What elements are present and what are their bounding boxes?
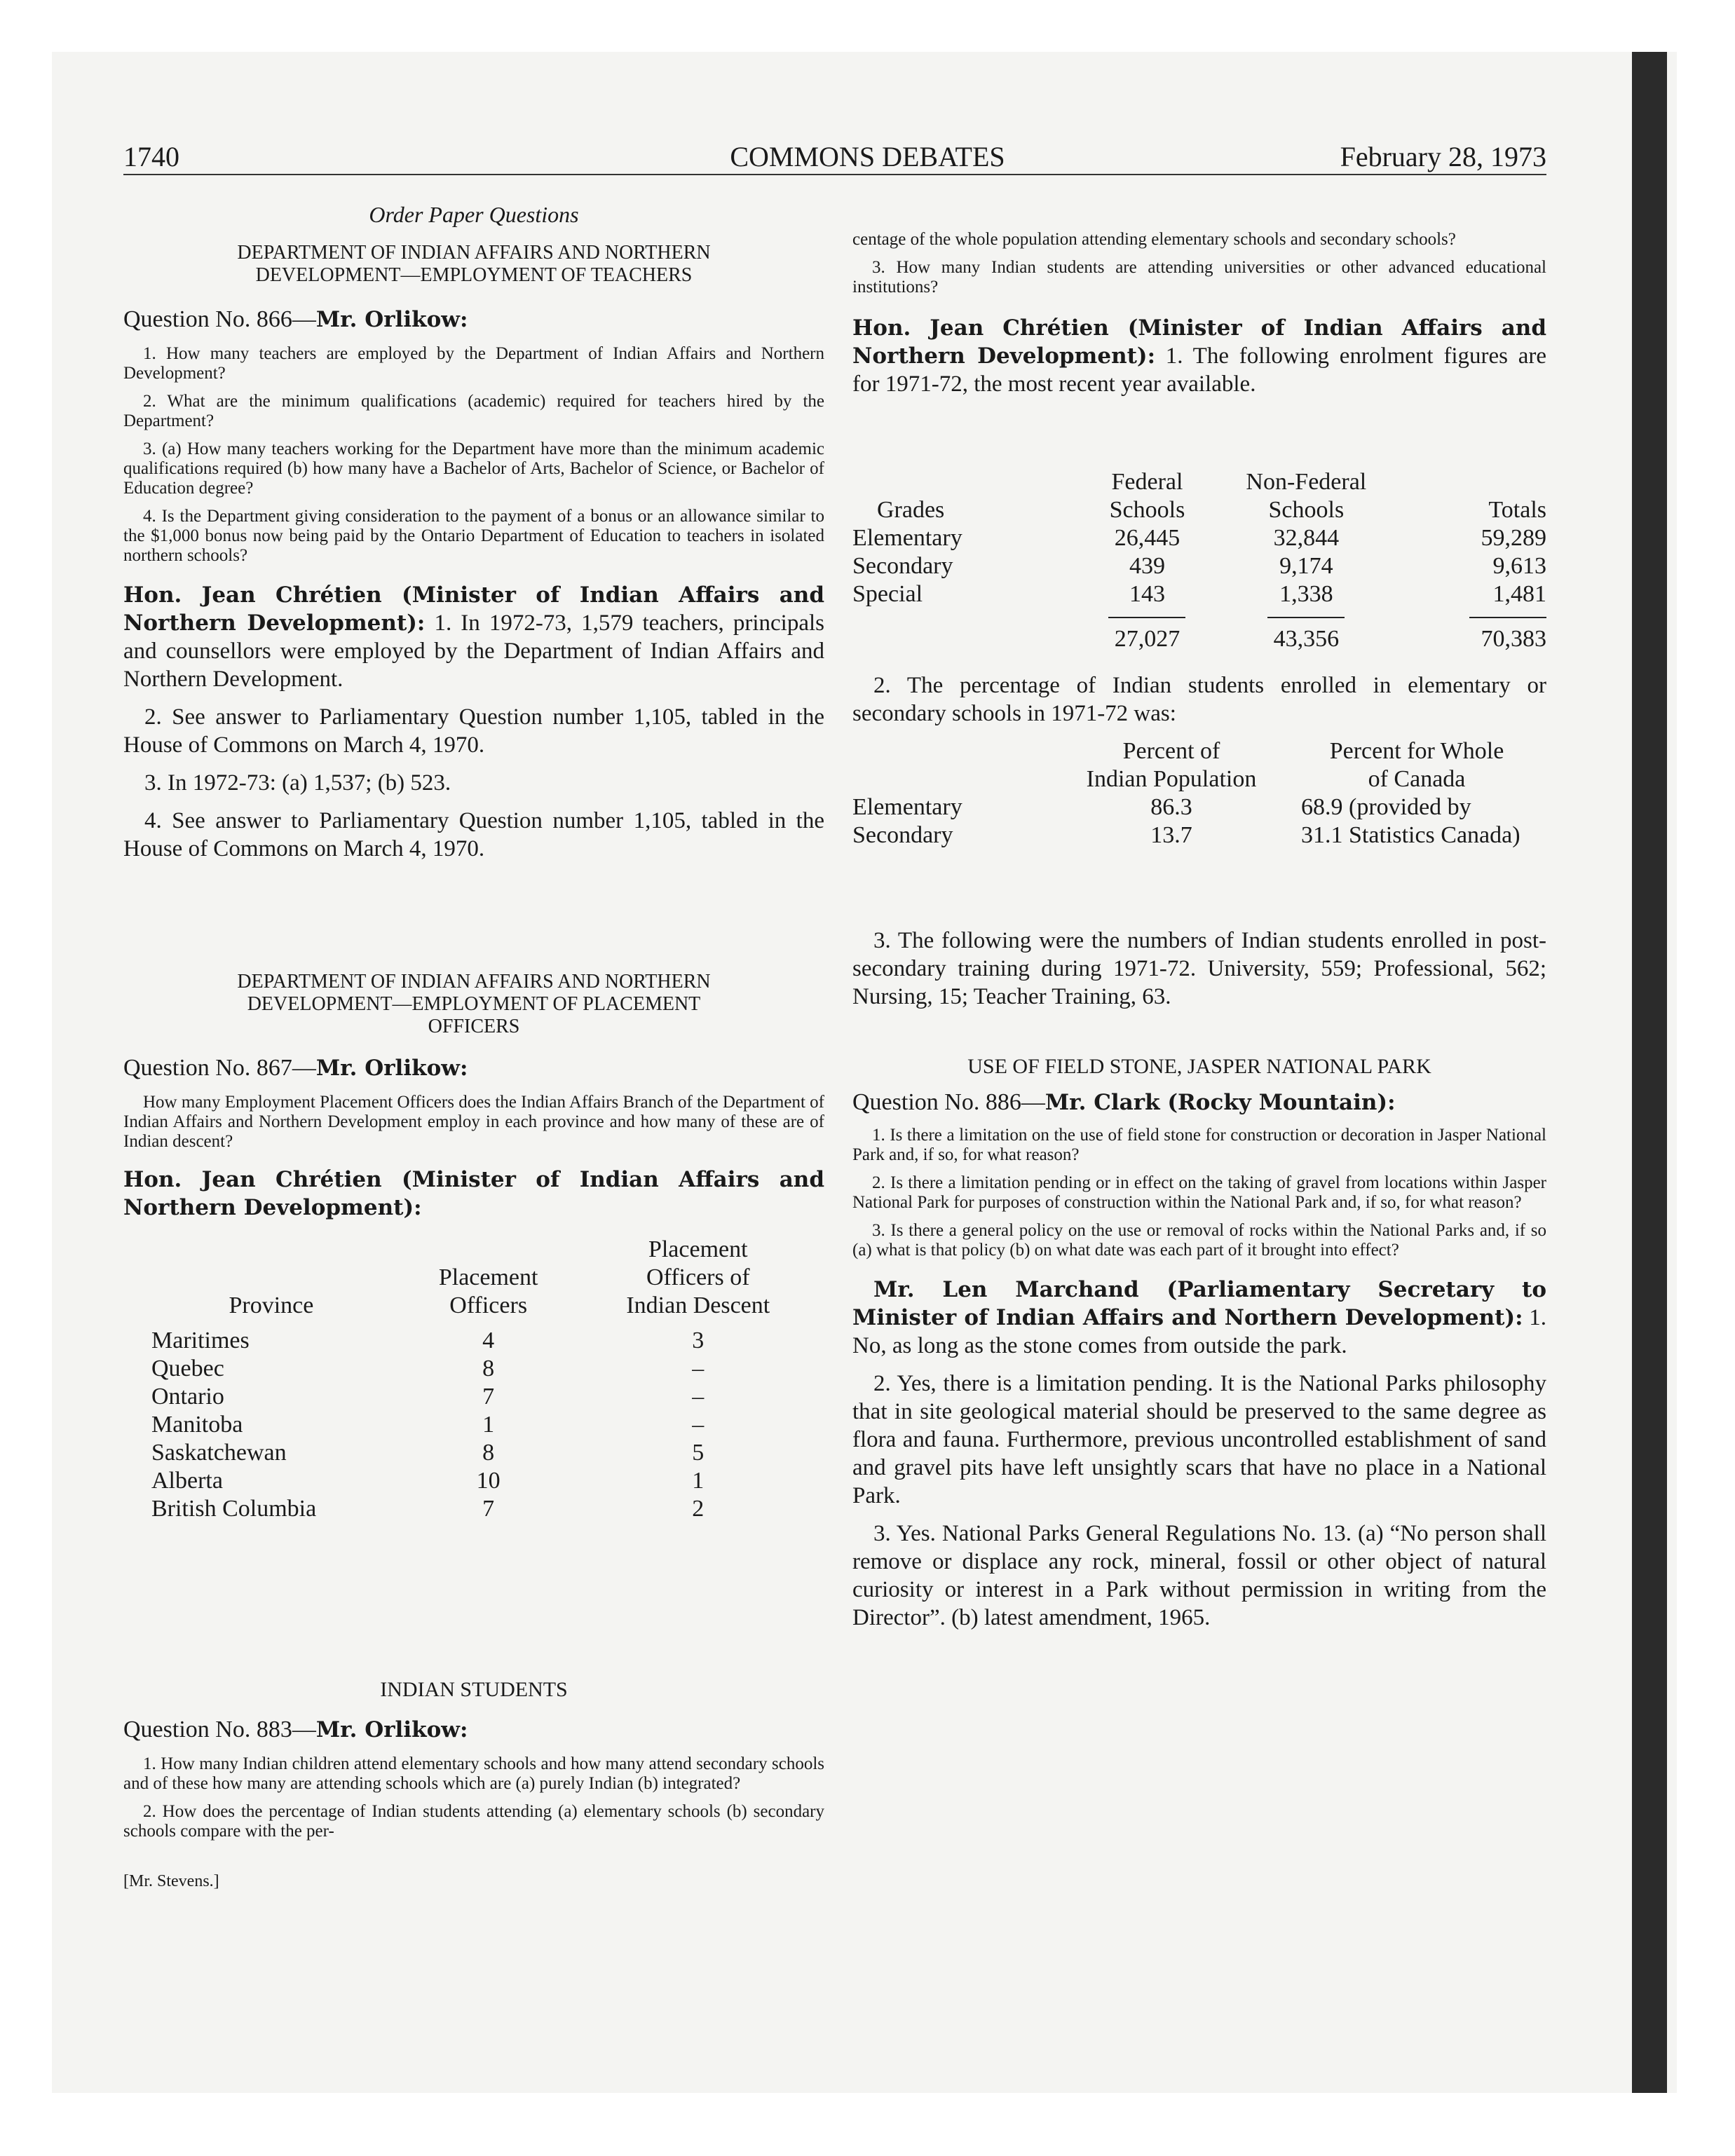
q866-item: 2. What are the minimum qualifications (academic) required for teachers hired by the Department?	[123, 392, 824, 430]
table-row: Quebec 8 –	[151, 1356, 705, 1381]
issue-date: February 28, 1973	[1340, 141, 1546, 172]
percentage-table	[852, 737, 1546, 850]
table-row: Maritimes 4 3	[151, 1328, 705, 1353]
q866-answer: Hon. Jean Chrétien (Minister of Indian Affairs and Northern Development): 1. In 1972-73, 1,579 teachers, principals and counsellors were employed by the Department of Indian Affairs and Northern Development.	[123, 582, 824, 692]
table-header: Federal Schools	[1109, 469, 1185, 523]
left-column-q867	[123, 971, 824, 1523]
q866-title-line2: DEVELOPMENT—EMPLOYMENT OF TEACHERS	[255, 264, 693, 286]
q867-heading: Question No. 867—Mr. Orlikow:	[123, 1055, 468, 1081]
table-header: Percent of Indian Population	[1086, 738, 1257, 792]
q867-title-line2: DEVELOPMENT—EMPLOYMENT OF PLACEMENT	[247, 993, 701, 1015]
table-row: Special 143 1,338 1,481	[852, 581, 1546, 607]
q886-answer-item: 3. Yes. National Parks General Regulations No. 13. (a) “No person shall remove or displace any rock, mineral, fossil or other object of natural curiosity or interest in a Park without permission in writing from the Director”. (b) latest amendment, 1965.	[852, 1521, 1546, 1630]
q886-item: 2. Is there a limitation pending or in effect on the taking of gravel from locations within Jasper National Park for purposes of construction within the National Park and, if so, for what reason?	[852, 1173, 1546, 1212]
q867-answer: Hon. Jean Chrétien (Minister of Indian Affairs and Northern Development):	[123, 1167, 824, 1220]
sum-rule	[1469, 617, 1546, 618]
q886-item: 3. Is there a general policy on the use or removal of rocks within the National Parks and, if so (a) what is that policy (b) on what date was each part of it brought into effect?	[852, 1221, 1546, 1260]
table-row: Elementary 86.3 68.9 (provided by	[852, 794, 1471, 820]
q866-answer-item: 3. In 1972-73: (a) 1,537; (b) 523.	[144, 770, 451, 796]
table-row: Elementary 26,445 32,844 59,289	[852, 525, 1546, 551]
sum-rule	[1108, 617, 1185, 618]
q867-title-line1: DEPARTMENT OF INDIAN AFFAIRS AND NORTHERN	[237, 971, 711, 992]
q886-heading: Question No. 886—Mr. Clark (Rocky Mountain):	[852, 1089, 1396, 1115]
table-row: Secondary 439 9,174 9,613	[852, 553, 1546, 579]
enrolment-table	[852, 468, 1546, 653]
q886-answer-item: 2. Yes, there is a limitation pending. It is the National Parks philosophy that in site geological material should be preserved to the same degree as flora and fauna. Furthermore, previous uncontrolled establishment of sand and gravel pits have left unsightly scars that have no place in a National Park.	[852, 1371, 1546, 1508]
totals-row: 27,027 43,356 70,383	[1114, 626, 1546, 652]
q867-title-line3: OFFICERS	[428, 1016, 520, 1037]
placement-officers-table	[151, 1236, 810, 1523]
header-rule	[123, 174, 1546, 175]
q866-item: 4. Is the Department giving consideration to the payment of a bonus or an allowance similar to the $1,000 bonus now being paid by the Ontario Department of Education to teachers in isolated northern schools?	[123, 507, 824, 565]
q866-item: 1. How many teachers are employed by the Department of Indian Affairs and Northern Development?	[123, 344, 824, 383]
answer-2: 2. The percentage of Indian students enrolled in elementary or secondary schools in 1971-72 was:	[852, 673, 1546, 726]
q883-continued: 3. How many Indian students are attending universities or other advanced educational institutions?	[852, 258, 1546, 296]
q886-answer: Mr. Len Marchand (Parliamentary Secretary to Minister of Indian Affairs and Northern Development): 1. No, as long as the stone comes from outside the park.	[852, 1277, 1547, 1358]
q883-heading: Question No. 883—Mr. Orlikow:	[123, 1717, 468, 1742]
q886-item: 1. Is there a limitation on the use of field stone for construction or decoration in Jasper National Park and, if so, for what reason?	[852, 1126, 1546, 1164]
table-header: Non-Federal Schools	[1246, 469, 1367, 523]
table-row: Ontario 7 –	[151, 1384, 705, 1410]
section-label: Order Paper Questions	[369, 202, 579, 227]
table-row: British Columbia 7 2	[151, 1496, 705, 1522]
table-header: Placement Officers	[438, 1264, 538, 1318]
q883-answer: Hon. Jean Chrétien (Minister of Indian Affairs and Northern Development): 1. The following enrolment figures are for 1971-72, the most recent year available.	[852, 315, 1546, 397]
table-header: Province	[229, 1292, 314, 1318]
sum-rule	[1267, 617, 1345, 618]
table-header: Grades	[877, 497, 945, 523]
table-row: Saskatchewan 8 5	[151, 1440, 705, 1466]
page-number: 1740	[123, 141, 179, 172]
scan-border	[1632, 52, 1667, 2093]
q866-answer-item: 2. See answer to Parliamentary Question number 1,105, tabled in the House of Commons on March 4, 1970.	[123, 704, 824, 758]
q883-item: 2. How does the percentage of Indian students attending (a) elementary schools (b) secondary schools compare with the per-	[123, 1802, 824, 1841]
q883-item: 1. How many Indian children attend elementary schools and how many attend secondary schools and of these how many are attending schools which are (a) purely Indian (b) integrated?	[123, 1754, 824, 1793]
q866-answer-item: 4. See answer to Parliamentary Question number 1,105, tabled in the House of Commons on March 4, 1970.	[123, 808, 824, 861]
q883-title: INDIAN STUDENTS	[380, 1678, 568, 1701]
table-header: Placement Officers of Indian Descent	[626, 1236, 770, 1318]
table-row: Secondary 13.7 31.1 Statistics Canada)	[852, 822, 1520, 848]
left-column	[123, 202, 824, 873]
table-row: Manitoba 1 –	[151, 1412, 705, 1438]
q866-title-line1: DEPARTMENT OF INDIAN AFFAIRS AND NORTHERN	[237, 242, 711, 264]
table-header: Totals	[1488, 497, 1546, 523]
q866-heading: Question No. 866—Mr. Orlikow:	[123, 306, 468, 332]
totals-rule-row	[852, 608, 1546, 625]
right-column	[852, 230, 1546, 1642]
q866-item: 3. (a) How many teachers working for the Department have more than the minimum academic qualifications required (b) how many have a Bachelor of Arts, Bachelor of Science, or Bachelor of Education degree?	[123, 439, 824, 498]
table-header: Percent for Whole of Canada	[1329, 738, 1504, 792]
q867-question: How many Employment Placement Officers does the Indian Affairs Branch of the Department of Indian Affairs and Northern Development employ in each province and how many of these are of Indian descent?	[123, 1093, 824, 1151]
q886-title: USE OF FIELD STONE, JASPER NATIONAL PARK	[967, 1055, 1431, 1078]
q883-continued: centage of the whole population attending elementary schools and secondary schools?	[852, 230, 1456, 249]
table-row: Alberta 10 1	[151, 1468, 705, 1494]
left-column-q883	[123, 1679, 824, 1908]
speaker-footnote: [Mr. Stevens.]	[123, 1872, 219, 1890]
answer-3: 3. The following were the numbers of Indian students enrolled in post-secondary training during 1971-72. University, 559; Professional, 562; Nursing, 15; Teacher Training, 63.	[852, 928, 1546, 1009]
publication-title: COMMONS DEBATES	[730, 141, 1005, 172]
